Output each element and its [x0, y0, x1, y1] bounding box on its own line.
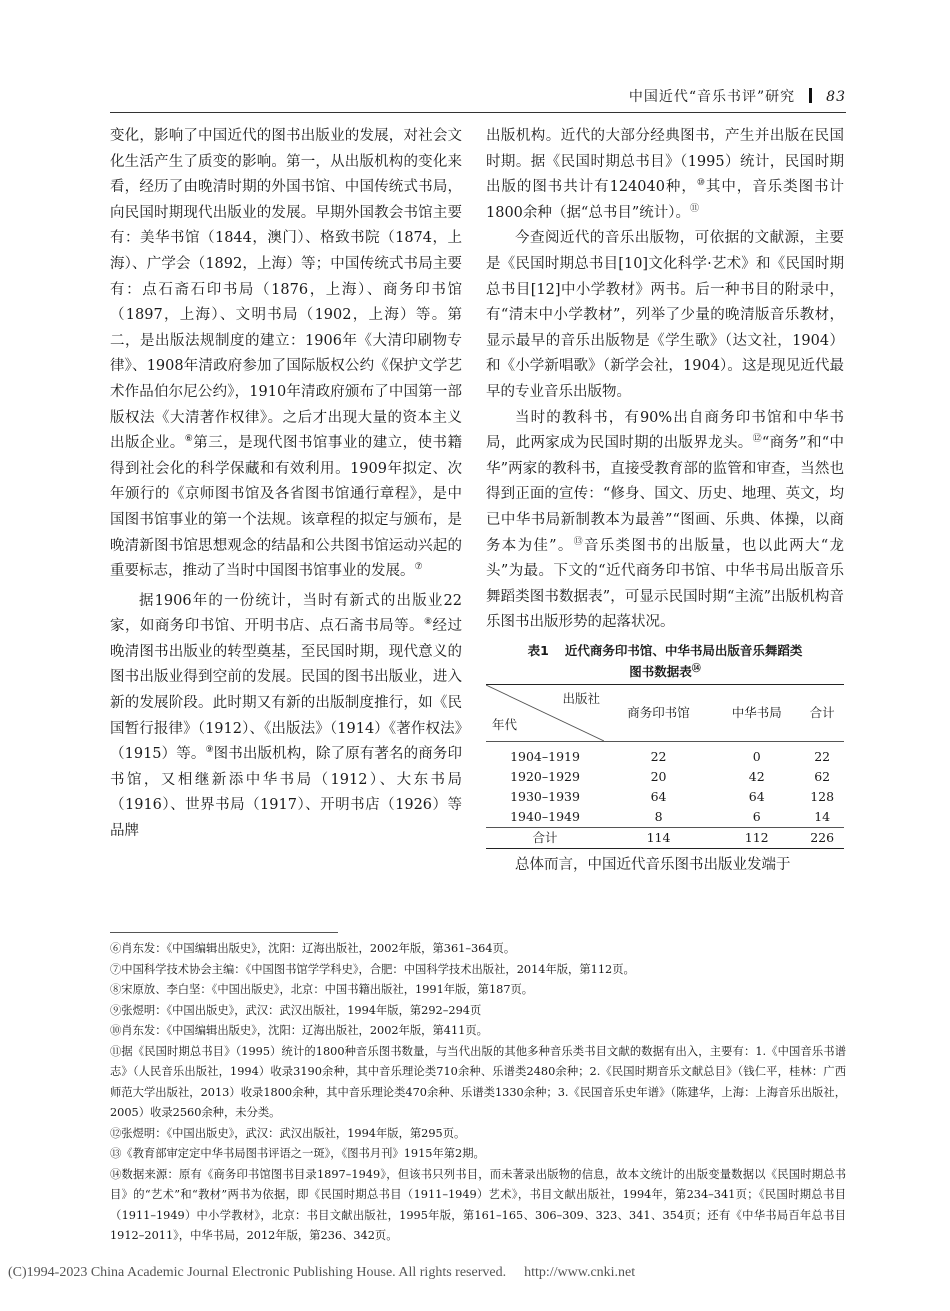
- left-column: [110, 124, 462, 845]
- footnote: ⑩肖东发：《中国编辑出版史》，沈阳：辽海出版社，2002年版，第411页。: [110, 1024, 488, 1037]
- corner-label-publisher: 出版社: [562, 690, 600, 706]
- footnote-ref[interactable]: ⑫: [752, 434, 762, 445]
- paragraph-text: 其中，音乐类图书计1800余种（据“总书目”统计）。: [486, 179, 844, 221]
- value-cell: 64: [650, 789, 667, 805]
- footnote-ref[interactable]: ⑧: [424, 617, 433, 628]
- value-cell: 64: [748, 789, 765, 805]
- paragraph-text: “商务”和“中华”两家的教科书，直接受教育部的监管和审查，当然也得到正面的宣传：“修身、国文、历史、地理、英文，均已中华书局新制教本为最善”“图画、乐典、体操，以商务本为佳”。: [486, 435, 844, 554]
- footnote-ref[interactable]: ⑥: [184, 434, 194, 445]
- paragraph-text: 变化，影响了中国近代的图书出版业的发展，对社会文化生活产生了质变的影响。第一，从出版机构的变化来看，经历了由晚清时期的外国书馆、中国传统式书局，向民国时期现代出版业的发展。早期外国教会书馆主要有：美华书馆（1844，澳门）、格致书院（1874，上海）、广学会（1892，上海）等；中国传统式书局主要有：点石斋石印书局（1876，上海）、商务印书馆（1897，上海）、文明书局（1902，上海）等。第二，是出版法规制度的建立：1906年《大清印刷物专律》、1908年清政府参加了国际版权公约《保护文学艺术作品伯尔尼公约》，1910年清政府颁布了中国第一部版权法《大清著作权律》。之后才出现大量的资本主义出版企业。: [110, 128, 462, 452]
- value-cell: 6: [752, 809, 761, 825]
- value-cell: 14: [814, 809, 831, 825]
- value-cell: 0: [752, 749, 761, 765]
- table-row: [486, 787, 844, 807]
- running-header: [629, 86, 846, 106]
- footnote: ⑦中国科学技术协会主编：《中国图书馆学学科史》，合肥：中国科学技术出版社，2014年版，第112页。: [110, 962, 635, 976]
- paragraph-text: 据1906年的一份统计，当时有新式的出版业22家，如商务印书馆、开明书店、点石斋书局等。: [110, 592, 462, 635]
- footnote-rule: [110, 932, 338, 933]
- paragraph: [486, 124, 844, 226]
- paragraph: [486, 406, 844, 636]
- table-title-line2: 图书数据表: [629, 663, 692, 679]
- value-cell: 20: [650, 769, 667, 785]
- footnote-ref[interactable]: ⑨: [205, 745, 214, 756]
- value-cell: 8: [654, 809, 663, 825]
- footnote-ref[interactable]: ⑦: [414, 562, 423, 573]
- footnotes: [110, 939, 846, 1247]
- table-total-row: [486, 828, 844, 849]
- column-header: 合计: [800, 684, 844, 741]
- value-cell: 112: [713, 828, 800, 849]
- paragraph-text: 经过晚清图书出版业的转型奠基，至民国时期，现代意义的图书出版业得到空前的发展。民国的图书出版业，进入新的发展阶段。此时期又有新的出版制度推行，如《民国暂行报律》（1912）、《出版法》（1914）《著作权法》（1915）等。: [110, 618, 462, 763]
- footnote-ref[interactable]: ⑭: [691, 663, 701, 674]
- corner-header: [486, 684, 604, 741]
- table-header-row: [486, 684, 844, 741]
- paragraph: [110, 124, 462, 585]
- corner-label-period: 年代: [492, 716, 518, 732]
- header-separator: [809, 88, 812, 103]
- column-header: 中华书局: [713, 684, 800, 741]
- table-row: [486, 767, 844, 787]
- cnki-link[interactable]: http://www.cnki.net: [524, 1265, 636, 1280]
- footnote: ⑥肖东发：《中国编辑出版史》，沈阳：辽海出版社，2002年版，第361–364页。: [110, 942, 516, 955]
- paragraph: [110, 589, 462, 845]
- footnote-ref[interactable]: ⑬: [573, 536, 584, 547]
- footnote-ref[interactable]: ⑪: [689, 203, 699, 214]
- paragraph-text: 图书出版机构，除了原有著名的商务印书馆，又相继新添中华书局（1912）、大东书局（1916）、世界书局（1917）、开明书店（1926）等品牌: [110, 746, 462, 840]
- footnote: ⑨张煜明：《中国出版史》，武汉：武汉出版社，1994年版，第292–294页: [110, 1003, 482, 1017]
- value-cell: 128: [810, 789, 835, 805]
- footnote: ⑬《教育部审定定中华书局图书评语之一斑》，《图书月刊》1915年第2期。: [110, 1147, 485, 1160]
- paragraph: 总体而言，中国近代音乐图书出版业发端于: [515, 857, 791, 874]
- footnote: ⑭数据来源：原有《商务印书馆图书目录1897–1949》，但该书只列书目，而未著录出版物的信息，故本文统计的出版变量数据以《民国时期总书目》的“艺术”和“教材”两书为依据，即《民国时期总书目（1911–1949）艺术》，书目文献出版社，1994年，第234–341页；《民国时期总书目（1911–1949）中小学教材》，北京：书目文献出版社，1995年版，第161–165、306–309、323、341、354页；还有《中华书局百年总书目1912–2011》，中华书局，2012年版，第236、342页。: [110, 1167, 846, 1242]
- total-label-cell: 合计: [486, 828, 604, 849]
- footnote: ⑪据《民国时期总书目》（1995）统计的1800种音乐图书数量，与当代出版的其他多种音乐类书目文献的数据有出入，主要有：1.《中国音乐书谱志》（人民音乐出版社，1994）收录3190余种，其中音乐理论类710余种、乐谱类2480余种；2.《民国时期音乐文献总目》（钱仁平，桂林：广西师范大学出版社，2013）收录1800余种，其中音乐理论类470余种、乐谱类1330余种；3.《民国音乐史年谱》（陈建华，上海：上海音乐出版社，2005）收录2560余种，未分类。: [110, 1044, 846, 1119]
- period-cell: 1930–1939: [510, 789, 580, 805]
- paragraph-text: 第三，是现代图书馆事业的建立，使书籍得到社会化的科学保藏和有效利用。1909年拟定、次年颁行的《京师图书馆及各省图书馆通行章程》，是中国图书馆事业的第一个法规。该章程的拟定与颁布，是晚清新图书馆思想观念的结晶和公共图书馆运动兴起的重要标志，推动了当时中国图书馆事业的发展。: [110, 435, 462, 580]
- table-row: [486, 807, 844, 828]
- running-title: 中国近代“音乐书评”研究: [628, 89, 796, 105]
- value-cell: 22: [814, 749, 831, 765]
- column-header: 商务印书馆: [604, 684, 713, 741]
- page-footer: [8, 1265, 942, 1281]
- value-cell: 226: [800, 828, 844, 849]
- period-cell: 1904–1919: [510, 749, 580, 765]
- table-number: 表1: [527, 642, 549, 658]
- period-cell: 1940–1949: [510, 809, 580, 825]
- page-number: 83: [826, 89, 846, 105]
- copyright-notice: (C)1994-2023 China Academic Journal Electronic Publishing House. All rights reserved.: [8, 1265, 507, 1280]
- value-cell: 22: [650, 749, 667, 765]
- header-rule: [110, 112, 846, 113]
- paragraph-text: 当时的教科书，有90%出自商务印书馆和中华书局，此两家成为民国时期的出版界龙头。: [486, 409, 844, 452]
- data-table: [486, 684, 844, 850]
- footnote: ⑧宋原放、李白坚：《中国出版史》，北京：中国书籍出版社，1991年版，第187页。: [110, 983, 534, 996]
- footnote: ⑫张煜明：《中国出版史》，武汉：武汉出版社，1994年版，第295页。: [110, 1126, 466, 1140]
- period-cell: 1920–1929: [510, 769, 580, 785]
- paragraph-text: 音乐类图书的出版量，也以此两大“龙头”为最。下文的“近代商务印书馆、中华书局出版音乐舞蹈类图书数据表”，可显示民国时期“主流”出版机构音乐图书出版形势的起落状况。: [486, 537, 844, 631]
- right-column: [486, 124, 844, 879]
- value-cell: 114: [604, 828, 713, 849]
- table-caption: [486, 640, 844, 682]
- table-title-line1: 近代商务印书馆、中华书局出版音乐舞蹈类: [564, 642, 803, 658]
- table-row: [486, 747, 844, 767]
- paragraph-text: 出版机构。近代的大部分经典图书，产生并出版在民国时期。据《民国时期总书目》（1995）统计，民国时期出版的图书共计有124040种，: [486, 128, 844, 196]
- footnote-ref[interactable]: ⑩: [696, 178, 706, 189]
- paragraph: 今查阅近代的音乐出版物，可依据的文献源，主要是《民国时期总书目[10]文化科学·艺术》和《民国时期总书目[12]中小学教材》两书。后一种书目的附录中，有“清末中小学教材”，列举了少量的晚清版音乐教材，显示最早的音乐出版物是《学生歌》（达文社，1904）和《小学新唱歌》（新学会社，1904）。这是现见近代最早的专业音乐出版物。: [486, 230, 844, 400]
- value-cell: 42: [748, 769, 765, 785]
- value-cell: 62: [814, 769, 831, 785]
